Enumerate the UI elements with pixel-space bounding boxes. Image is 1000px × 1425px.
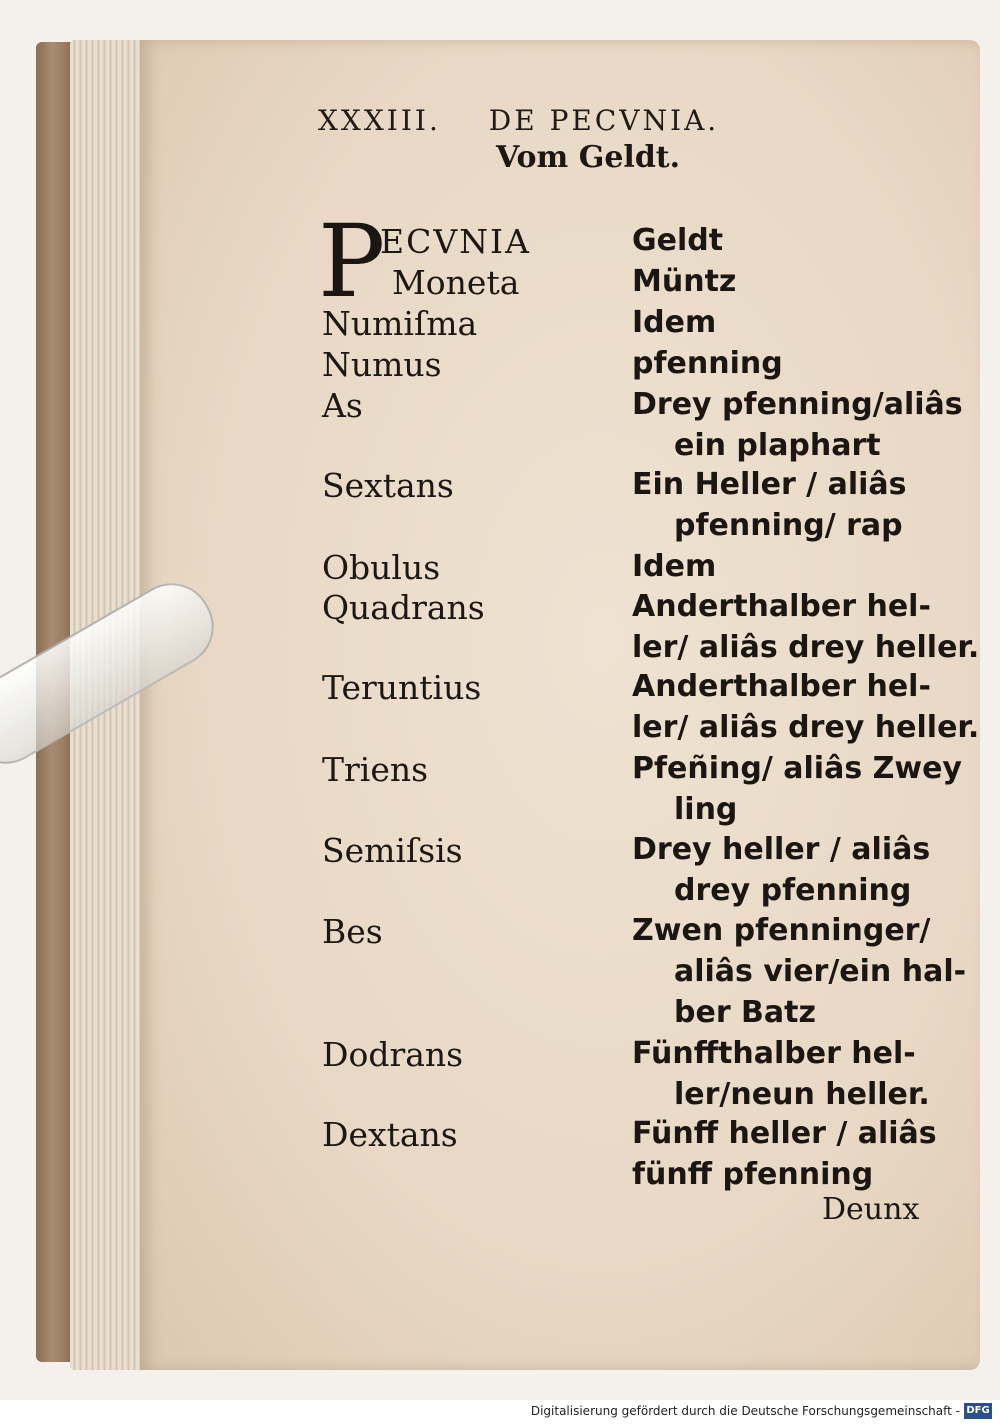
latin-term: Bes xyxy=(322,912,383,951)
german-term-text: Fünff heller / aliâs xyxy=(632,1116,937,1151)
german-term xyxy=(632,1033,952,1115)
german-term-continuation: drey pfenning xyxy=(674,873,912,908)
latin-term: Quadrans xyxy=(322,588,485,627)
german-term xyxy=(632,220,952,261)
german-term xyxy=(632,546,952,587)
german-term-text: pfenning xyxy=(632,346,783,381)
german-term-text: Fünffthalber hel- xyxy=(632,1036,916,1071)
german-term-text: Geldt xyxy=(632,223,724,258)
latin-term: ECVNIA xyxy=(380,222,531,261)
german-term-text: Anderthalber hel- xyxy=(632,589,931,624)
catchword: Deunx xyxy=(822,1192,920,1227)
german-term xyxy=(632,666,980,748)
dfg-logo: DFG xyxy=(964,1403,992,1419)
latin-term: Numiſma xyxy=(322,304,478,343)
german-term xyxy=(632,586,980,668)
german-term-text: Anderthalber hel- xyxy=(632,669,931,704)
german-term-text: Zwen pfenninger/ xyxy=(632,913,931,948)
german-term-text: Ein Heller / aliâs xyxy=(632,467,907,502)
running-head xyxy=(318,104,798,137)
drop-cap: P xyxy=(318,203,386,320)
german-term-continuation: ler/ aliâs drey heller. xyxy=(632,630,980,665)
latin-term: Semiſsis xyxy=(322,831,463,870)
latin-term: Dodrans xyxy=(322,1035,464,1074)
german-term-text: Müntz xyxy=(632,264,737,299)
digitization-footer xyxy=(0,1400,1000,1425)
german-term xyxy=(632,343,952,384)
german-term-text: Idem xyxy=(632,549,717,584)
german-term-continuation: aliâs vier/ein hal- xyxy=(674,954,967,989)
german-term-continuation: ler/ aliâs drey heller. xyxy=(632,710,980,745)
german-term-continuation: pfenning/ rap xyxy=(674,508,903,543)
german-term-continuation: ein plaphart xyxy=(674,428,881,463)
german-term xyxy=(632,910,967,1033)
latin-term: Obulus xyxy=(322,548,441,587)
latin-term: Triens xyxy=(322,750,429,789)
german-term-text: Drey pfenning/aliâs xyxy=(632,387,963,422)
german-term xyxy=(632,748,962,830)
german-term xyxy=(632,302,952,343)
german-term-text: Idem xyxy=(632,305,717,340)
german-term-continuation: fünff pfenning xyxy=(632,1157,874,1192)
chapter-subtitle: Vom Geldt. xyxy=(496,140,681,175)
german-term xyxy=(632,261,952,302)
chapter-title: DE PECVNIA. xyxy=(488,104,720,137)
german-term xyxy=(632,384,963,466)
german-term-continuation: ling xyxy=(674,792,738,827)
german-term xyxy=(632,464,952,546)
german-term xyxy=(632,1113,952,1195)
chapter-number: XXXIII. xyxy=(318,104,441,137)
german-term-text: Drey heller / aliâs xyxy=(632,832,931,867)
latin-term: Teruntius xyxy=(322,668,482,707)
german-term-continuation: ber Batz xyxy=(674,995,816,1030)
latin-term: Numus xyxy=(322,345,442,384)
latin-term: As xyxy=(322,386,363,425)
latin-term: Dextans xyxy=(322,1115,458,1154)
german-term xyxy=(632,829,952,911)
german-term-text: Pfeñing/ aliâs Zwey xyxy=(632,751,962,786)
german-term-continuation: ler/neun heller. xyxy=(674,1077,930,1112)
latin-term: Sextans xyxy=(322,466,454,505)
latin-term: Moneta xyxy=(392,263,520,302)
footer-credit: Digitalisierung gefördert durch die Deutsche Forschungsgemeinschaft - xyxy=(530,1404,960,1418)
